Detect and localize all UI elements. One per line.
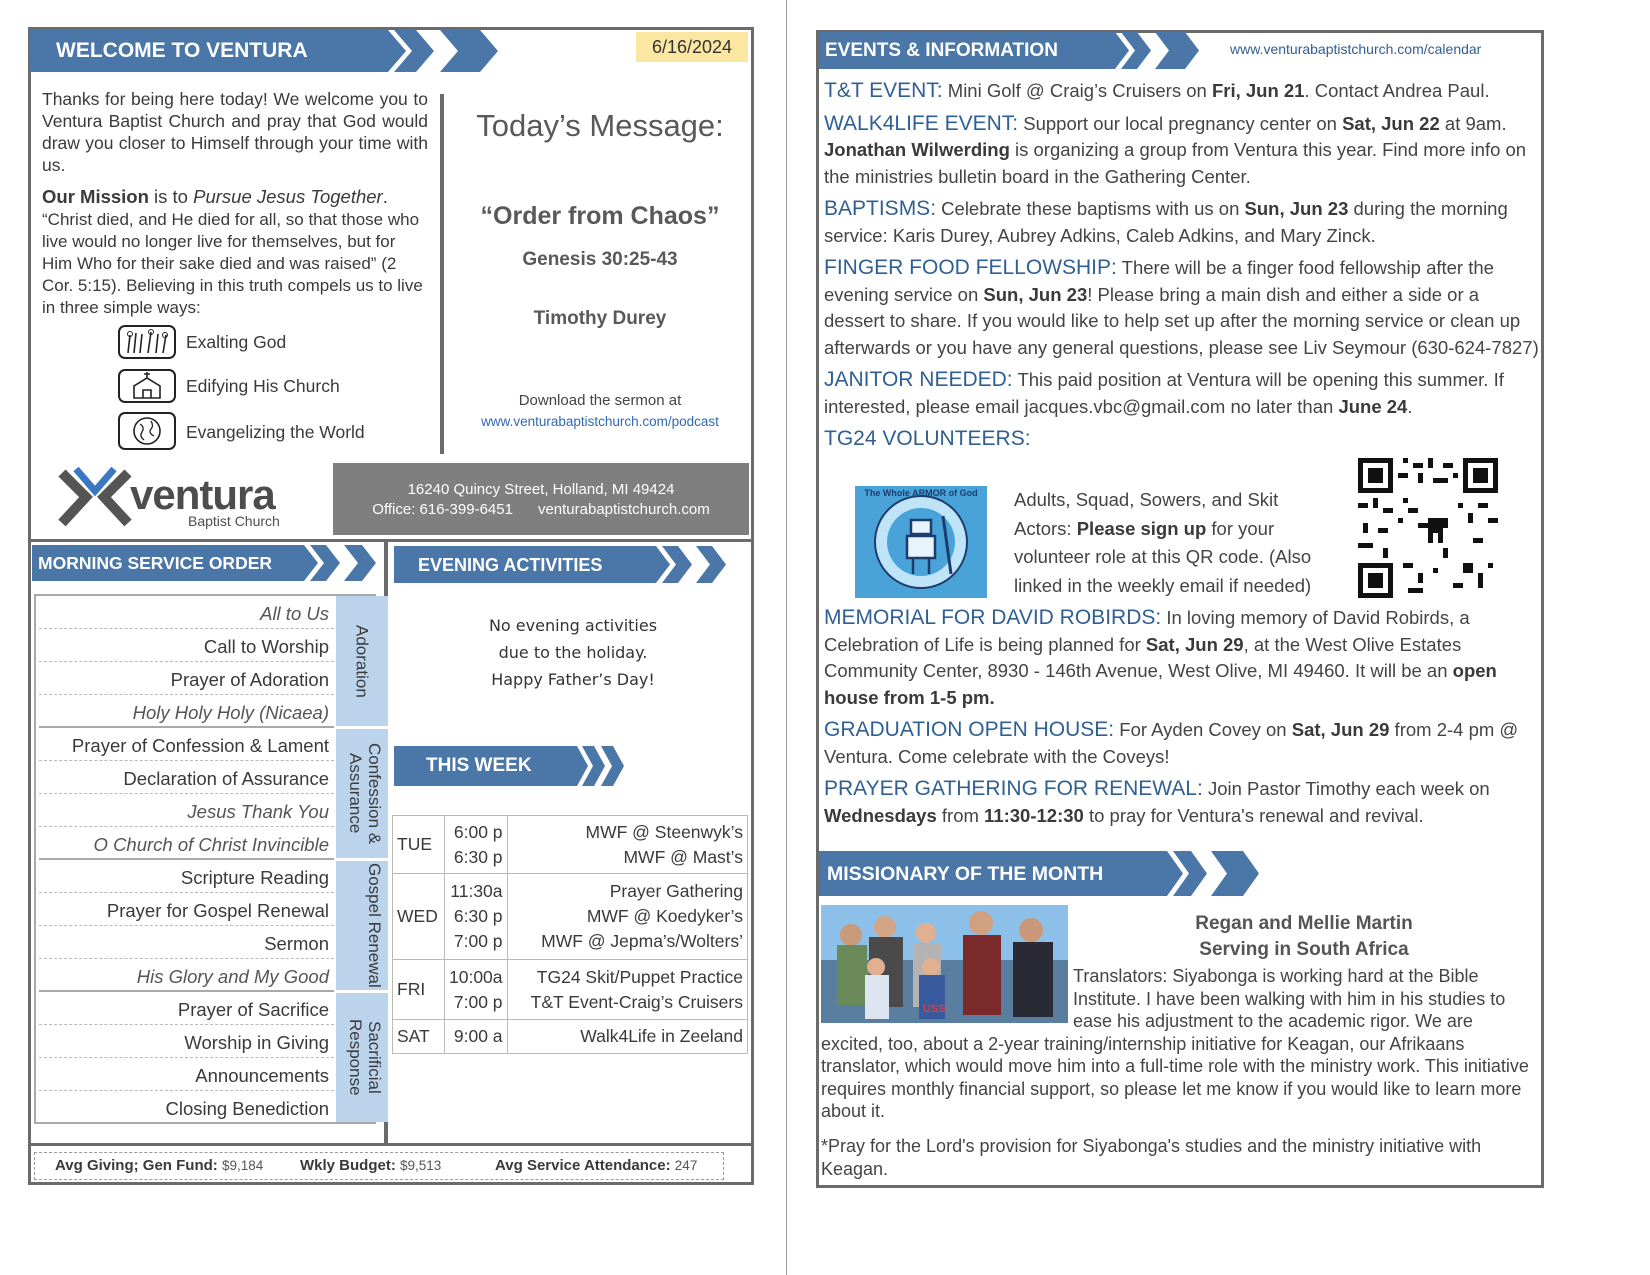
message-speaker: Timothy Durey bbox=[533, 308, 667, 329]
event-person: Jonathan Wilwerding bbox=[824, 139, 1010, 160]
event-memorial bbox=[824, 605, 1540, 711]
service-item: Announcements bbox=[39, 1060, 334, 1091]
service-item: Holy Holy Holy (Nicaea) bbox=[39, 697, 334, 728]
week-time: 11:30a bbox=[450, 881, 503, 901]
evening-text bbox=[394, 612, 752, 693]
thisweek-chevrons-icon bbox=[574, 746, 628, 786]
event-text: from bbox=[936, 804, 985, 826]
event-text: There will be a finger food fellowship after the evening service on bbox=[824, 257, 1494, 305]
week-row bbox=[393, 816, 748, 874]
stat-label: Avg Giving; Gen Fund: bbox=[55, 1157, 218, 1174]
stat-budget bbox=[300, 1153, 441, 1178]
event-graduation bbox=[824, 717, 1540, 770]
way-edifying bbox=[118, 369, 418, 405]
event-text: In loving memory of David Robirds, a Celebration of Life is being planned for bbox=[824, 607, 1470, 655]
stat-value: $9,184 bbox=[221, 1158, 264, 1173]
week-times bbox=[445, 960, 508, 1020]
service-item: Closing Benediction bbox=[165, 1098, 329, 1119]
event-text: Celebrate these baptisms with us on bbox=[936, 198, 1245, 219]
service-item: Jesus Thank You bbox=[39, 796, 334, 827]
event-text: from 2-4 pm @ Ventura. Come celebrate with the Coveys! bbox=[824, 719, 1519, 767]
service-order-table bbox=[34, 594, 384, 1124]
evening-line: No evening activities bbox=[488, 616, 658, 635]
event-time: open house from 1-5 pm. bbox=[824, 660, 1497, 708]
thisweek-header bbox=[394, 746, 574, 786]
section-label: Sacrificial Response bbox=[346, 1019, 384, 1096]
week-time: 6:30 p bbox=[453, 906, 503, 926]
stat-giving bbox=[55, 1153, 263, 1178]
event-date: Sun, Jun 23 bbox=[1244, 198, 1349, 219]
week-times bbox=[445, 1020, 508, 1054]
welcome-divider bbox=[440, 94, 444, 454]
event-date: Sat, Jun 29 bbox=[1145, 633, 1244, 655]
mission-lead: Our Mission bbox=[42, 186, 149, 207]
week-event: Prayer Gathering bbox=[609, 881, 743, 901]
missionary-body-wrap bbox=[821, 965, 1537, 1123]
service-item: Declaration of Assurance bbox=[39, 763, 334, 794]
evening-title: EVENING ACTIVITIES bbox=[418, 555, 603, 575]
event-cta: Please sign up bbox=[1076, 517, 1207, 539]
week-time: 6:00 p bbox=[453, 821, 503, 842]
service-item: O Church of Christ Invincible bbox=[39, 829, 334, 860]
address-contact bbox=[333, 501, 749, 518]
event-heading: GRADUATION OPEN HOUSE: bbox=[824, 718, 1115, 741]
date-badge bbox=[636, 32, 748, 62]
event-text: Mini Golf @ Craig’s Cruisers on bbox=[942, 80, 1212, 101]
section-gospel-renewal bbox=[336, 861, 388, 993]
address-website[interactable]: venturabaptistchurch.com bbox=[537, 501, 710, 518]
missionary-body: Translators: Siyabonga is working hard at the Bible Institute. I have been walking with him in his studies to ease his adjustment to the academic rigor. We are excited, too, about a 2-year training/internship initiative for Keagan, our Afrikaans translator, which would move him into a full-time role with the ministry work. This initiative requires monthly financial support, so please let me know if you would like to learn more about it. bbox=[821, 966, 1529, 1121]
logo-sub: Baptist Church bbox=[188, 513, 280, 529]
welcome-intro: Thanks for being here today! We welcome you to Ventura Baptist Church and pray that God would draw you closer to Himself through your time with us. bbox=[42, 89, 428, 175]
event-text: Adults, Squad, Sowers, and Skit Actors: bbox=[1014, 489, 1279, 539]
event-text: This paid position at Ventura will be opening this summer. If interested, please email jacques.vbc@gmail.com no later than bbox=[824, 369, 1504, 417]
week-event: T&T Event-Craig’s Cruisers bbox=[530, 991, 743, 1012]
service-item: His Glory and My Good bbox=[39, 961, 334, 992]
event-date: Sat, Jun 29 bbox=[1291, 719, 1390, 740]
event-text: to pray for Ventura's renewal and revival. bbox=[1083, 804, 1424, 826]
event-heading: BAPTISMS: bbox=[824, 197, 937, 220]
event-date: Sat, Jun 22 bbox=[1342, 112, 1440, 134]
welcome-header bbox=[30, 30, 382, 72]
message-title: “Order from Chaos” bbox=[480, 202, 720, 230]
event-heading: FINGER FOOD FELLOWSHIP: bbox=[824, 256, 1117, 279]
week-times bbox=[445, 874, 508, 960]
service-item: Prayer of Confession & Lament bbox=[39, 730, 334, 761]
event-text: Support our local pregnancy center on bbox=[1018, 112, 1343, 134]
event-text: during the morning service: Karis Durey, Aubrey Adkins, Caleb Adkins, and Mary Zinck. bbox=[824, 198, 1508, 246]
section-confession bbox=[336, 729, 388, 861]
event-text: . Contact Andrea Paul. bbox=[1304, 80, 1490, 101]
week-times bbox=[445, 816, 508, 874]
photo-shirt-text: USS bbox=[923, 1003, 946, 1015]
missionary-location: Serving in South Africa bbox=[1199, 939, 1409, 960]
week-time: 9:00 a bbox=[453, 1026, 503, 1046]
section-label: Adoration bbox=[352, 624, 372, 698]
stat-value: $9,513 bbox=[400, 1158, 442, 1173]
mission-is: is to bbox=[148, 186, 194, 207]
tg24-text bbox=[1014, 486, 1334, 600]
event-text: at 9am. bbox=[1439, 112, 1507, 134]
service-item: Worship in Giving bbox=[39, 1027, 334, 1058]
tg24-image bbox=[855, 486, 987, 598]
event-date: Fri, Jun 21 bbox=[1211, 80, 1305, 101]
section-adoration bbox=[336, 596, 388, 729]
week-event: TG24 Skit/Puppet Practice bbox=[536, 966, 743, 987]
church-icon bbox=[118, 369, 176, 403]
event-time: 11:30-12:30 bbox=[984, 804, 1084, 826]
service-item: Sermon bbox=[39, 928, 334, 959]
service-item: Prayer of Adoration bbox=[39, 664, 334, 695]
event-heading: MEMORIAL FOR DAVID ROBIRDS: bbox=[824, 606, 1162, 629]
week-day: TUE bbox=[393, 816, 445, 874]
qr-code-icon bbox=[1358, 458, 1498, 598]
message-passage: Genesis 30:25-43 bbox=[522, 249, 678, 270]
event-text: is organizing a group from Ventura this year. Find more info on the ministries bulletin board in the Gathering Center. bbox=[824, 139, 1527, 187]
week-time: 10:00a bbox=[449, 966, 503, 987]
week-event: Walk4Life in Zeeland bbox=[580, 1026, 743, 1046]
week-time: 7:00 p bbox=[453, 991, 503, 1012]
missionary-header bbox=[819, 851, 1163, 896]
event-finger-food bbox=[824, 255, 1540, 361]
tg24-qr-code[interactable] bbox=[1358, 458, 1498, 598]
event-text: For Ayden Covey on bbox=[1114, 719, 1292, 740]
week-events bbox=[507, 874, 747, 960]
address-block bbox=[333, 463, 749, 535]
event-janitor bbox=[824, 367, 1540, 420]
events-chevrons-icon bbox=[1111, 32, 1205, 69]
globe-icon bbox=[118, 412, 176, 450]
welcome-title: WELCOME TO VENTURA bbox=[56, 39, 308, 62]
stat-value: 247 bbox=[674, 1158, 698, 1173]
week-row bbox=[393, 1020, 748, 1054]
week-event: MWF @ Mast’s bbox=[623, 846, 743, 867]
service-title: MORNING SERVICE ORDER bbox=[38, 553, 273, 573]
event-date: June 24 bbox=[1338, 395, 1408, 417]
missionary-title: MISSIONARY OF THE MONTH bbox=[827, 863, 1104, 885]
week-row bbox=[393, 960, 748, 1020]
missionary-prayer: *Pray for the Lord's provision for Siyabonga's studies and the ministry initiative with Keagan. bbox=[821, 1136, 1482, 1179]
service-item: Call to Worship bbox=[39, 631, 334, 662]
event-text: , at the West Olive Estates Community Center, 8930 - 146th Avenue, West Olive, MI 49460. It will be an bbox=[824, 633, 1462, 681]
evening-header bbox=[394, 546, 652, 583]
missionary-name: Regan and Mellie Martin bbox=[1195, 913, 1413, 934]
event-tt bbox=[824, 78, 1540, 105]
week-time: 7:00 p bbox=[453, 931, 503, 951]
mission-text: “Christ died, and He died for all, so that those who live would no longer live for themselves, but for Him Who for their sake died and was raised” (2 Cor. 5:15). Believing in this truth compels us to live in three simple ways: bbox=[42, 210, 423, 317]
week-row bbox=[393, 874, 748, 960]
podcast-link[interactable]: www.venturabaptistchurch.com/podcast bbox=[481, 414, 719, 429]
event-walk4life bbox=[824, 111, 1540, 191]
event-prayer bbox=[824, 776, 1540, 829]
evening-line: due to the holiday. bbox=[498, 643, 648, 662]
way-label: Evangelizing the World bbox=[186, 422, 365, 442]
mission-dot: . bbox=[382, 186, 388, 207]
section-sacrificial-response bbox=[336, 993, 388, 1122]
week-day: WED bbox=[393, 874, 445, 960]
week-event: MWF @ Jepma’s/Wolters’ bbox=[541, 931, 743, 951]
event-heading: JANITOR NEEDED: bbox=[824, 368, 1013, 391]
week-events bbox=[507, 1020, 747, 1054]
calendar-link[interactable]: www.venturabaptistchurch.com/calendar bbox=[1230, 41, 1482, 57]
service-item: Scripture Reading bbox=[39, 862, 334, 893]
evening-line: Happy Father’s Day! bbox=[491, 670, 655, 689]
address-office: Office: 616-399-6451 bbox=[372, 501, 513, 518]
section-label: Gospel Renewal bbox=[365, 863, 384, 988]
way-label: Edifying His Church bbox=[186, 376, 340, 396]
thisweek-table bbox=[392, 815, 748, 1054]
armor-of-god-badge-icon bbox=[855, 486, 987, 598]
missionary-photo-float-spacer bbox=[821, 965, 1073, 1023]
event-text: . bbox=[1407, 395, 1413, 417]
event-tg24-heading bbox=[824, 426, 1540, 453]
hands-raised-icon bbox=[118, 325, 176, 359]
events-list-2 bbox=[824, 605, 1540, 835]
events-list bbox=[824, 78, 1540, 453]
event-heading: PRAYER GATHERING FOR RENEWAL: bbox=[824, 777, 1203, 800]
service-item: All to Us bbox=[39, 598, 334, 629]
event-date: Sun, Jun 23 bbox=[983, 283, 1088, 305]
service-item: Prayer of Sacrifice bbox=[39, 994, 334, 1025]
service-header bbox=[32, 545, 300, 581]
week-events bbox=[507, 816, 747, 874]
event-text: Join Pastor Timothy each week on bbox=[1202, 778, 1490, 799]
way-evangelizing bbox=[118, 412, 418, 452]
event-text: for your volunteer role at this QR code. (Also linked in the weekly email if needed) bbox=[1014, 517, 1312, 596]
service-chevrons-icon bbox=[300, 545, 382, 581]
event-heading: WALK4LIFE EVENT: bbox=[824, 111, 1019, 135]
stats-divider bbox=[28, 1143, 754, 1146]
events-title: EVENTS & INFORMATION bbox=[825, 40, 1058, 61]
ventura-logo bbox=[58, 465, 318, 535]
evening-chevrons-icon bbox=[652, 546, 730, 583]
week-event: MWF @ Steenwyk’s bbox=[585, 821, 743, 842]
event-date: Wednesdays bbox=[824, 804, 937, 826]
download-label: Download the sermon at bbox=[518, 392, 682, 409]
ventura-logo-mark-icon bbox=[58, 465, 138, 531]
event-text: ! Please bring a main dish and either a side or a dessert to share. If you would like to help set up after the morning service or clean up afterwards or you have any general questions, please see Liv Seymour (630-624-7827) bbox=[824, 283, 1539, 358]
date-text: 6/16/2024 bbox=[651, 37, 733, 57]
week-event: MWF @ Koedyker’s bbox=[586, 906, 743, 926]
page-fold-line bbox=[786, 0, 787, 1275]
events-header bbox=[819, 32, 1111, 69]
way-exalting bbox=[118, 325, 418, 361]
mission-statement bbox=[42, 186, 428, 319]
stat-label: Avg Service Attendance: bbox=[495, 1157, 671, 1174]
mission-emphasis: Pursue Jesus Together bbox=[193, 186, 383, 207]
address-street: 16240 Quincy Street, Holland, MI 49424 bbox=[407, 481, 675, 498]
event-baptisms bbox=[824, 196, 1540, 249]
missionary-chevrons-icon bbox=[1163, 851, 1263, 896]
week-day: FRI bbox=[393, 960, 445, 1020]
week-time: 6:30 p bbox=[453, 846, 503, 867]
welcome-chevrons-icon bbox=[382, 30, 500, 72]
week-events bbox=[507, 960, 747, 1020]
logo-name: ventura bbox=[130, 471, 275, 518]
message-heading: Today’s Message: bbox=[476, 108, 724, 143]
way-label: Exalting God bbox=[186, 332, 287, 352]
stat-attendance bbox=[495, 1153, 697, 1178]
stats-bar bbox=[34, 1152, 724, 1180]
event-heading: TG24 VOLUNTEERS: bbox=[824, 427, 1031, 450]
service-item: Prayer for Gospel Renewal bbox=[39, 895, 334, 926]
week-day: SAT bbox=[393, 1020, 445, 1054]
stat-label: Wkly Budget: bbox=[300, 1157, 396, 1174]
section-label: Confession & Assurance bbox=[346, 742, 384, 845]
thisweek-title: THIS WEEK bbox=[426, 755, 532, 776]
event-heading: T&T EVENT: bbox=[824, 79, 943, 102]
left-mid-divider bbox=[28, 539, 754, 542]
tg24-image-text: The Whole ARMOR of God bbox=[864, 488, 978, 498]
